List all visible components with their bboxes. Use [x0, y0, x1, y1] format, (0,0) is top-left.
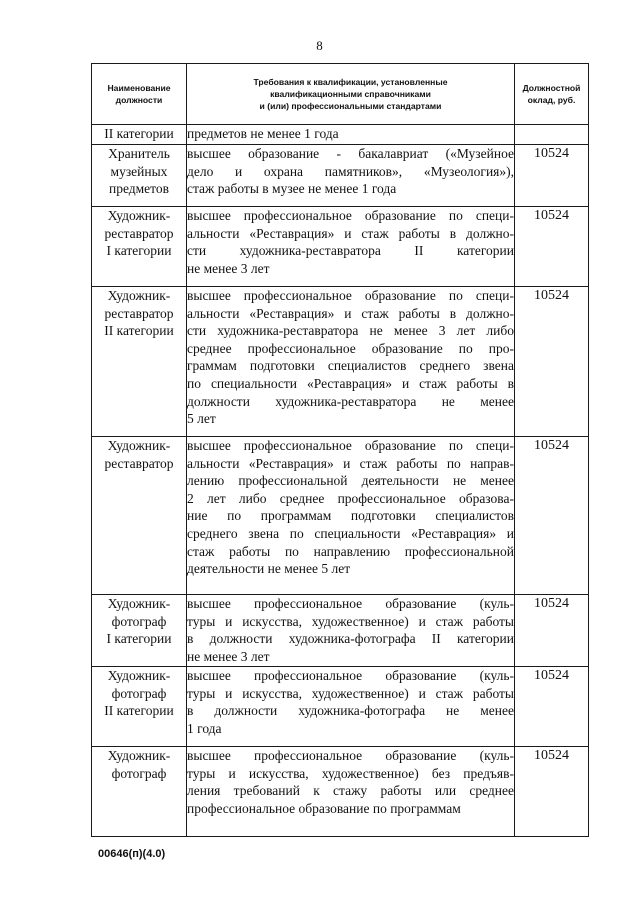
- position-cell: [92, 207, 187, 287]
- salary-cell: 10524: [515, 595, 589, 667]
- position-line: II категории: [104, 323, 174, 339]
- position-line: реставратор: [104, 455, 174, 471]
- requirements-line: среднего звена по специальности «Реставрация» и: [187, 525, 514, 541]
- requirements-line: ние по программам подготовки специалистов: [187, 508, 514, 524]
- requirements-line: в должности художника-фотографа не менее: [187, 703, 514, 719]
- requirements-cell: [187, 145, 515, 207]
- position-line: фотограф: [111, 613, 167, 629]
- requirements-line: 2 лет либо среднее профессиональное образова-: [187, 490, 514, 506]
- position-line: музейных: [110, 163, 168, 179]
- page-number: 8: [316, 38, 323, 53]
- position-cell: [92, 595, 187, 667]
- requirements-line: не менее 3 лет: [187, 260, 270, 276]
- document-code: 00646(п)(4.0): [98, 848, 166, 860]
- table-row: [92, 145, 589, 207]
- requirements-line: граммам подготовки специалистов среднего звена: [187, 358, 514, 374]
- position-line: Художник-: [107, 668, 171, 683]
- requirements-line: предметов не менее 1 года: [187, 126, 339, 141]
- salary-cell: 10524: [515, 437, 589, 595]
- requirements-line: высшее профессиональное образование (куль-: [187, 596, 514, 611]
- requirements-line: должности художника-реставратора не менее: [187, 393, 514, 409]
- requirements-line: сти художника-реставратора II категории: [187, 243, 514, 259]
- requirements-line: высшее профессиональное образование по специ-: [187, 288, 514, 303]
- requirements-cell: [187, 595, 515, 667]
- position-cell: [92, 287, 187, 437]
- salary-cell: 10524: [515, 747, 589, 837]
- position-line: II категории: [104, 703, 174, 719]
- requirements-cell: [187, 667, 515, 747]
- position-line: Художник-: [107, 596, 171, 611]
- salary-cell: 10524: [515, 287, 589, 437]
- table-row: [92, 437, 589, 595]
- position-line: I категории: [106, 631, 172, 647]
- requirements-line: туры и искусства, художественное) и стаж работы: [187, 613, 514, 629]
- requirements-line: не менее 3 лет: [187, 648, 270, 664]
- table-row: [92, 207, 589, 287]
- header-salary: Должностной оклад, руб.: [515, 64, 589, 125]
- table-row: [92, 667, 589, 747]
- position-line: Художник-: [107, 748, 171, 763]
- position-cell: [92, 437, 187, 595]
- position-cell: [92, 747, 187, 837]
- requirements-line: стаж работы в музее не менее 1 года: [187, 181, 397, 197]
- requirements-line: дело и охрана памятников», «Музеология»),: [187, 163, 514, 179]
- requirements-line: деятельности не менее 5 лет: [187, 561, 351, 577]
- requirements-line: высшее профессиональное образование (куль-: [187, 748, 514, 763]
- requirements-line: высшее образование - бакалавриат («Музейное: [187, 146, 514, 161]
- table-body: [92, 125, 589, 837]
- table-row: [92, 595, 589, 667]
- table-row: [92, 125, 589, 145]
- position-line: Художник-: [107, 208, 171, 223]
- requirements-line: туры и искусства, художественное) и стаж работы: [187, 685, 514, 701]
- salary-cell: [515, 125, 589, 145]
- position-line: II категории: [104, 126, 174, 141]
- requirements-line: лению профессиональной деятельности не менее: [187, 473, 514, 489]
- position-line: I категории: [106, 243, 172, 259]
- salary-cell: 10524: [515, 145, 589, 207]
- requirements-cell: [187, 287, 515, 437]
- position-line: Художник-: [107, 438, 171, 453]
- position-line: реставратор: [104, 225, 174, 241]
- requirements-line: альности «Реставрация» и стаж работы в должно-: [187, 225, 514, 241]
- requirements-line: высшее профессиональное образование (куль-: [187, 668, 514, 683]
- position-cell: [92, 667, 187, 747]
- position-line: Хранитель: [108, 146, 170, 161]
- position-line: реставратор: [104, 305, 174, 321]
- header-position: Наименование должности: [92, 64, 187, 125]
- position-cell: [92, 125, 187, 145]
- qualification-table: [91, 63, 589, 837]
- requirements-line: альности «Реставрация» и стаж работы по направ-: [187, 455, 514, 471]
- requirements-cell: [187, 207, 515, 287]
- requirements-line: высшее профессиональное образование по специ-: [187, 208, 514, 223]
- requirements-line: туры и искусства, художественное) без предъяв-: [187, 765, 514, 781]
- requirements-line: по специальности «Реставрация» и стаж работы в: [187, 375, 514, 391]
- table-row: [92, 287, 589, 437]
- table-row: [92, 747, 589, 837]
- requirements-line: высшее профессиональное образование по специ-: [187, 438, 514, 453]
- position-line: Художник-: [107, 288, 171, 303]
- position-line: фотограф: [111, 765, 167, 781]
- salary-cell: 10524: [515, 667, 589, 747]
- requirements-line: ления требований к стажу работы или среднее: [187, 783, 514, 799]
- requirements-line: стаж работы по направлению профессиональной: [187, 543, 514, 559]
- requirements-line: сти художника-реставратора не менее 3 лет либо: [187, 323, 514, 339]
- position-line: предметов: [108, 181, 170, 197]
- table-header-row: [92, 64, 589, 125]
- requirements-cell: [187, 125, 515, 145]
- requirements-line: 1 года: [187, 720, 222, 736]
- requirements-line: альности «Реставрация» и стаж работы в должно-: [187, 305, 514, 321]
- requirements-line: профессиональное образование по программам: [187, 800, 461, 816]
- position-line: фотограф: [111, 685, 167, 701]
- requirements-line: 5 лет: [187, 411, 216, 427]
- header-requirements: Требования к квалификации, установленные квалификационными справочниками и (или) профессиональными стандартами: [187, 64, 515, 125]
- requirements-cell: [187, 747, 515, 837]
- requirements-line: среднее профессиональное образование по про-: [187, 340, 514, 356]
- salary-cell: 10524: [515, 207, 589, 287]
- requirements-cell: [187, 437, 515, 595]
- requirements-line: в должности художника-фотографа II категории: [187, 631, 514, 647]
- position-cell: [92, 145, 187, 207]
